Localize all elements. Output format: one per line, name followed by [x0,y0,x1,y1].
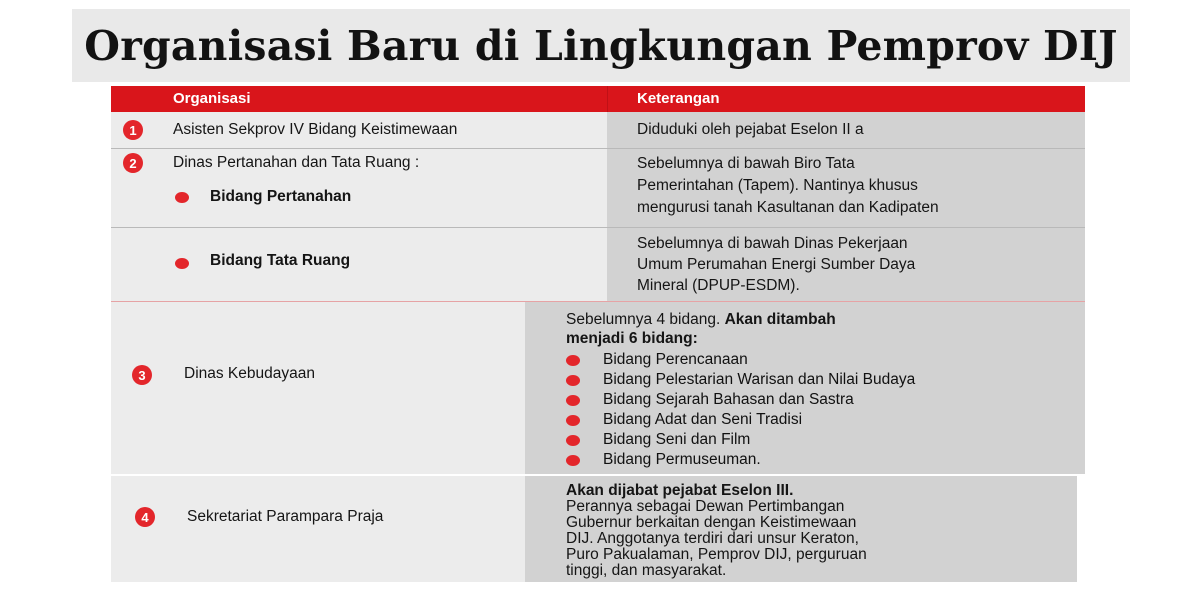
bidang-label: Bidang Permuseuman. [603,451,761,468]
bidang-label: Bidang Pelestarian Warisan dan Nilai Budaya [603,371,916,388]
number-badge-3: 3 [132,365,152,385]
row-2b-keterangan-line-2: Umum Perumahan Energi Sumber Daya [637,256,916,273]
row-2b-sub-bidang: Bidang Tata Ruang [210,252,351,269]
row-2-keterangan-line-2: Pemerintahan (Tapem). Nantinya khusus [637,177,918,194]
row-1-organisasi-cell [111,112,607,148]
row-3-organisasi: Dinas Kebudayaan [184,365,315,382]
row-2-organisasi-cell [111,149,607,227]
table-row-2 [111,149,1085,227]
row-1-keterangan: Diduduki oleh pejabat Eselon II a [637,121,864,138]
title-band [72,9,1130,82]
row-2b-organisasi-cell [111,228,607,301]
row-1-organisasi: Asisten Sekprov IV Bidang Keistimewaan [173,121,458,138]
row-2-sub-bidang: Bidang Pertanahan [210,188,352,205]
table-header [111,86,1085,112]
row-4-keterangan-bold: Akan dijabat pejabat Eselon III. [566,482,794,499]
list-item [566,410,915,430]
bidang-label: Bidang Adat dan Seni Tradisi [603,411,803,428]
bullet-icon [566,455,580,466]
number-badge-4: 4 [135,507,155,527]
number-badge-2: 2 [123,153,143,173]
table-row-2b [111,228,1085,301]
row-4-keterangan-line-4: Puro Pakualaman, Pemprov DIJ, perguruan [566,546,867,563]
header-keterangan: Keterangan [637,90,720,107]
row-4-keterangan-cell [525,476,1077,582]
organisasi-table [111,86,1085,582]
row-1-keterangan-cell [607,112,1085,148]
row-4-keterangan-line-2: Gubernur berkaitan dengan Keistimewaan [566,514,857,531]
bidang-label: Bidang Sejarah Bahasan dan Sastra [603,391,854,408]
row-2-organisasi: Dinas Pertanahan dan Tata Ruang : [173,154,420,171]
row-4-keterangan-line-5: tinggi, dan masyarakat. [566,562,727,579]
bullet-icon [566,355,580,366]
list-item [566,450,915,470]
row-3-organisasi-cell [111,302,525,474]
list-item [566,350,915,370]
bullet-icon [566,395,580,406]
row-2b-keterangan-line-3: Mineral (DPUP-ESDM). [637,277,800,294]
page-title: Organisasi Baru di Lingkungan Pemprov DIJ [84,21,1118,70]
row-4-organisasi: Sekretariat Parampara Praja [187,508,384,525]
list-item [566,370,915,390]
table-row-4 [111,476,1085,582]
bullet-icon [566,435,580,446]
bidang-list [566,350,915,470]
row-3-keterangan-cell [525,302,1085,474]
bidang-label: Bidang Perencanaan [603,351,748,368]
header-organisasi: Organisasi [173,90,251,107]
bullet-icon [566,375,580,386]
row-4-keterangan-line-3: DIJ. Anggotanya terdiri dari unsur Keraton, [566,530,859,547]
number-badge-1: 1 [123,120,143,140]
row-3-intro-text: Sebelumnya 4 bidang. [566,311,721,328]
bullet-icon [566,415,580,426]
bullet-icon [175,258,189,269]
header-divider [607,86,608,112]
row-2-keterangan-cell [607,149,1085,227]
row-3-intro-bold-2: menjadi 6 bidang: [566,330,698,347]
list-item [566,430,915,450]
row-4-organisasi-cell [111,476,525,582]
bidang-label: Bidang Seni dan Film [603,431,751,448]
row-2-keterangan-line-3: mengurusi tanah Kasultanan dan Kadipaten [637,199,939,216]
row-2b-keterangan-cell [607,228,1085,301]
row-2-keterangan-line-1: Sebelumnya di bawah Biro Tata [637,155,855,172]
bullet-icon [175,192,189,203]
row-3-intro [566,310,836,330]
row-2b-keterangan-line-1: Sebelumnya di bawah Dinas Pekerjaan [637,235,908,252]
list-item [566,390,915,410]
table-row-1 [111,112,1085,148]
row-3-intro-bold-1: Akan ditambah [724,311,836,328]
table-row-3 [111,302,1085,474]
row-4-keterangan-line-1: Perannya sebagai Dewan Pertimbangan [566,498,845,515]
